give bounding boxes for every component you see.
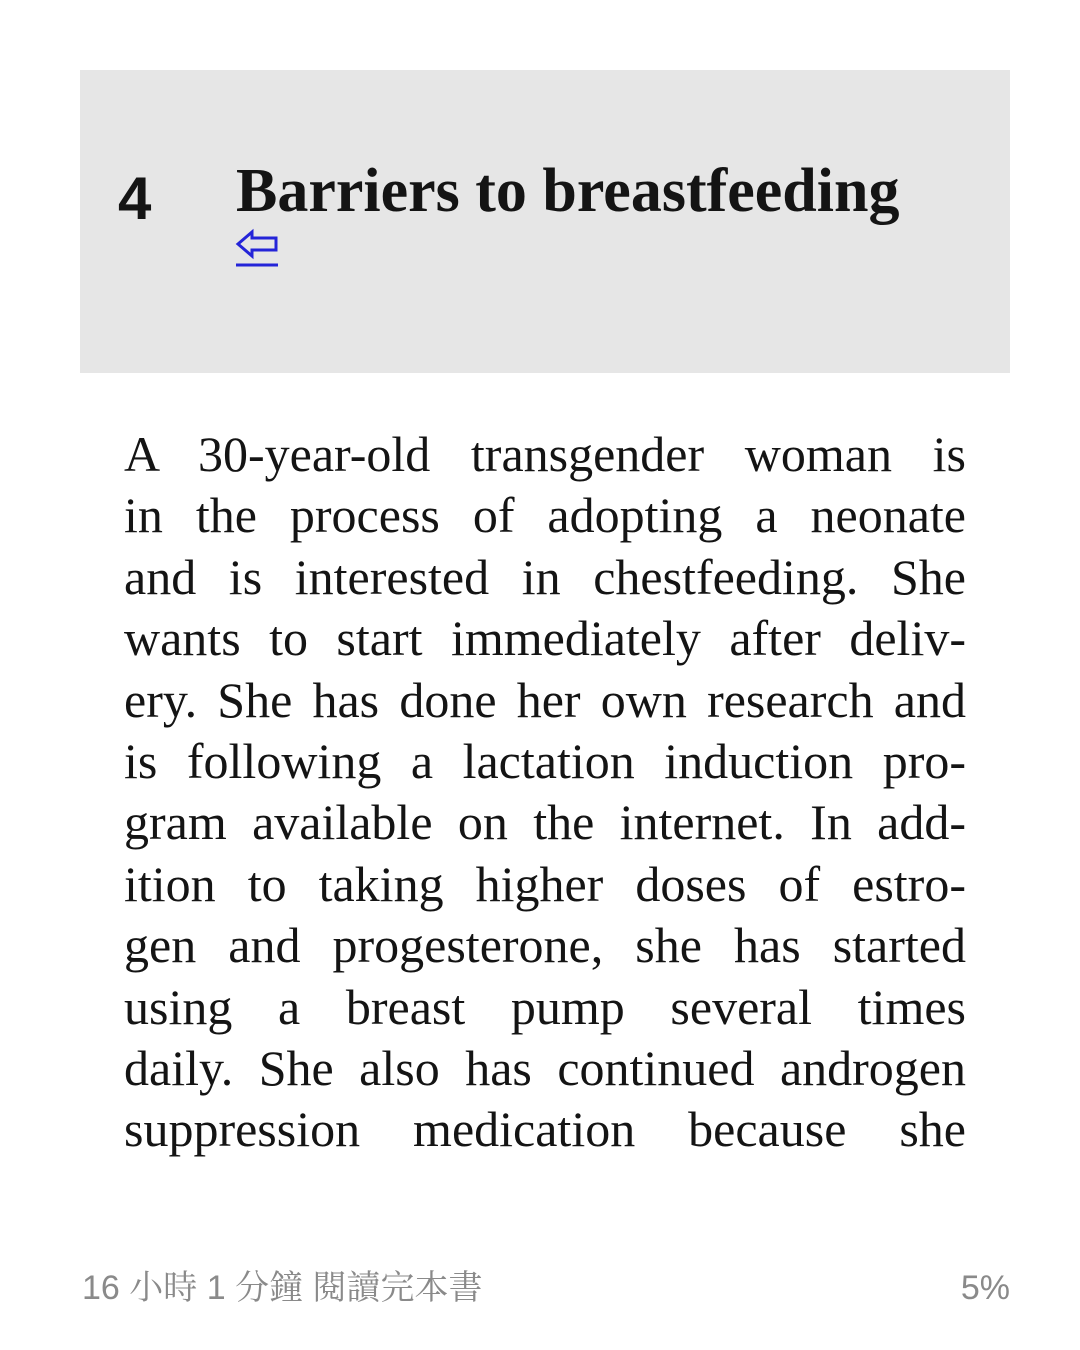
back-link[interactable] <box>234 226 280 270</box>
body-line: using a breast pump several times <box>124 978 966 1035</box>
body-line: gram available on the internet. In add- <box>124 794 966 851</box>
body-line: suppression medication because she <box>124 1101 966 1158</box>
body-line: daily. She also has continued androgen <box>124 1039 966 1096</box>
body-line: gen and progesterone, she has started <box>124 917 966 974</box>
chapter-title: Barriers to breastfeeding <box>236 157 900 225</box>
body-line: A 30-year-old transgender woman is <box>124 426 966 482</box>
body-paragraph <box>124 424 966 1161</box>
body-line: is following a lactation induction pro- <box>124 732 966 789</box>
body-line: ition to taking higher doses of estro- <box>124 855 966 912</box>
reading-progress-percent: 5% <box>960 1269 1010 1307</box>
reading-time-left[interactable]: 16 小時 1 分鐘 閱讀完本書 <box>82 1269 483 1307</box>
body-line: in the process of adopting a neonate <box>124 487 966 544</box>
back-arrow-icon <box>234 226 280 270</box>
chapter-number: 4 <box>118 165 152 232</box>
body-line: wants to start immediately after deliv- <box>124 610 966 667</box>
body-line: and is interested in chestfeeding. She <box>124 548 966 605</box>
body-line: ery. She has done her own research and <box>124 671 966 728</box>
